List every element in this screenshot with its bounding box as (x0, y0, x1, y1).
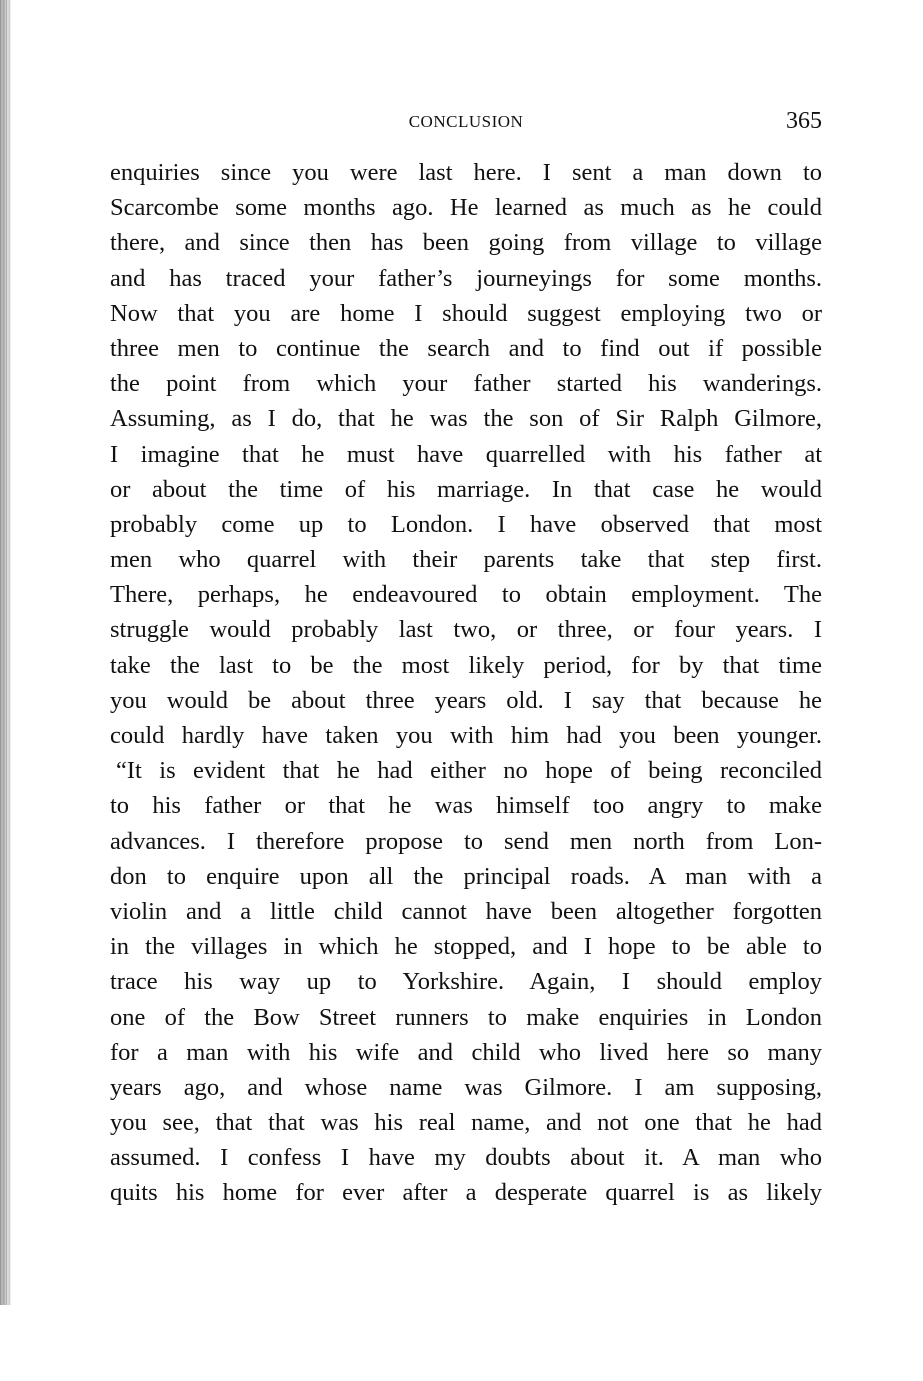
page-number: 365 (786, 108, 822, 134)
page-header (110, 108, 822, 138)
text-line: “It is evident that he had either no hope of being reconciled (116, 757, 822, 785)
text-line: men who quarrel with their parents take that step first. (110, 546, 822, 574)
text-line: one of the Bow Street runners to make enquiries in London (110, 1003, 822, 1031)
text-line: Assuming, as I do, that he was the son of Sir Ralph Gilmore, (110, 405, 822, 433)
text-line: I imagine that he must have quarrelled with his father at (110, 440, 822, 468)
text-line: There, perhaps, he endeavoured to obtain employment. The (110, 581, 822, 609)
text-line: don to enquire upon all the principal roads. A man with a (110, 862, 822, 890)
text-line: quits his home for ever after a desperate quarrel is as likely (110, 1179, 822, 1207)
text-line: years ago, and whose name was Gilmore. I am supposing, (110, 1073, 822, 1101)
text-line: you see, that that was his real name, and not one that he had (110, 1109, 822, 1137)
text-line: struggle would probably last two, or three, or four years. I (110, 616, 822, 644)
text-line: to his father or that he was himself too angry to make (110, 792, 822, 820)
text-line: the point from which your father started his wanderings. (110, 370, 822, 398)
text-line: probably come up to London. I have observed that most (110, 510, 822, 538)
text-line: in the villages in which he stopped, and I hope to be able to (110, 933, 822, 961)
text-line: violin and a little child cannot have been altogether forgotten (110, 897, 822, 925)
text-line: assumed. I confess I have my doubts about it. A man who (110, 1144, 822, 1172)
text-line: trace his way up to Yorkshire. Again, I should employ (110, 968, 822, 996)
text-line: or about the time of his marriage. In that case he would (110, 475, 822, 503)
text-line: Scarcombe some months ago. He learned as much as he could (110, 194, 822, 222)
page-body-text (110, 155, 822, 1211)
text-line: enquiries since you were last here. I sent a man down to (110, 159, 822, 186)
text-line: you would be about three years old. I say that because he (110, 686, 822, 714)
text-line: and has traced your father’s journeyings for some months. (110, 264, 822, 292)
text-line: take the last to be the most likely period, for by that time (110, 651, 822, 679)
text-line: there, and since then has been going from village to village (110, 229, 822, 257)
running-head: CONCLUSION (408, 112, 524, 131)
text-line: three men to continue the search and to find out if possible (110, 334, 822, 362)
text-line: Now that you are home I should suggest employing two or (110, 299, 822, 327)
book-binding-edge (0, 0, 11, 1305)
text-line: advances. I therefore propose to send men north from Lon- (110, 827, 822, 855)
text-line: for a man with his wife and child who lived here so many (110, 1038, 822, 1066)
text-line: could hardly have taken you with him had you been younger. (110, 722, 822, 749)
